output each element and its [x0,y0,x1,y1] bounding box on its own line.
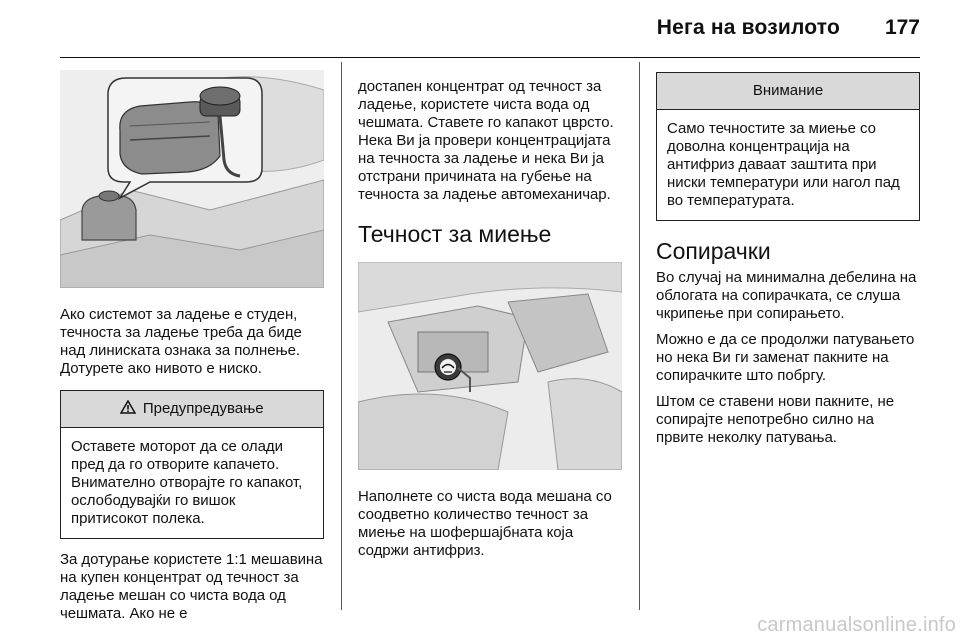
watermark: carmanualsonline.info [757,614,956,636]
warning-box-text: Оставете моторот да се олади пред да го отворите капачето. Внимателно отворајте го капакот, ослободувајќи го вишок притисокот полека. [71,438,303,527]
warning-triangle-icon [120,400,140,417]
washer-fluid-reservoir-illustration [358,262,622,470]
warning-box [60,390,324,539]
page-number: 177 [884,16,920,39]
caution-box [656,72,920,221]
column-2 [358,78,622,560]
washer-fill-paragraph: Наполнете со чиста вода мешана со соодветно количество течност за миење на шофершајбната која содржи антифриз. [358,488,612,559]
coolant-mixture-paragraph: За дотурање користете 1:1 мешавина на купен концентрат од течност за ладење мешан со чиста вода од чешмата. Ако не е [60,551,323,622]
caution-box-text: Само течностите за миење со доволна концентрација на антифриз даваат заштита при ниски температури или нагол пад во температурата. [667,120,900,209]
caution-box-body [657,110,919,220]
brakes-paragraph-2: Можно е да се продолжи патувањето но нека Ви ги заменат пакните на сопирачките што побргу. [656,331,915,384]
column-divider [639,62,640,610]
coolant-level-paragraph: Ако системот за ладење е студен, течноста за ладење треба да биде над линиската ознака за полнење. Дотурете ако нивото е ниско. [60,306,302,377]
washer-fluid-heading: Течност за миење [358,221,552,247]
running-header-title: Нега на возилото [656,16,840,39]
column-1 [60,70,324,623]
brakes-paragraph-3: Штом се ставени нови пакните, не сопирајте непотребно силно на првите неколку патувања. [656,393,895,446]
column-divider [341,62,342,610]
coolant-concentrate-paragraph: достапен концентрат од течност за ладење, користете чиста вода од чешмата. Ставете го капакот цврсто. Нека Ви ја провери концентрацијата на течноста за ладење и нека Ви ја отстрани причината на губење на течноста за ладење автомеханичар. [358,78,614,203]
coolant-reservoir-icon [60,70,324,288]
column-3 [656,72,920,447]
brakes-heading: Сопирачки [656,238,771,264]
coolant-reservoir-illustration [60,70,324,288]
warning-box-body [61,428,323,538]
washer-fluid-reservoir-icon [358,262,622,470]
warning-box-title: Предупредување [142,400,264,417]
warning-box-header [61,391,323,428]
header-rule [60,57,920,58]
caution-box-title: Внимание [752,82,824,99]
caution-box-header [657,73,919,110]
brakes-paragraph-1: Во случај на минимална дебелина на облогата на сопирачката, се слуша чкрипење при сопирањето. [656,269,917,322]
